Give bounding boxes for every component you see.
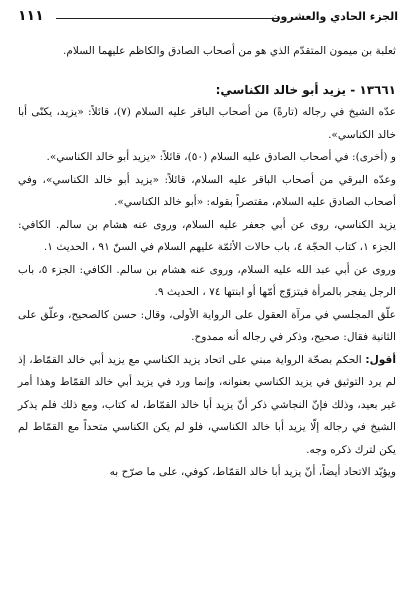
note-text: الحكم بصحّة الرواية مبني على اتحاد يزيد الكناسي مع يزيد أبي خالد القمّاط، إذ لم يرد التوثيق في يزيد الكناسي بعنوانه، وإنما ورد في يزيد أبي خالد القمّاط وهذا أمر غير بعيد، وذلك فإنّ النجاشي ذكر أنّ يزيد أبا خالد القمّاط، له كتاب، ومع ذلك فلم يذكر الشيخ في رجاله إلّا يزيد أبا خالد الكناسي، فلو لم يكن الكناسي متحداً مع القمّاط لم يكن لترك ذكره وجه. xyxy=(18,353,396,456)
paragraph-5: وروى عن أبي عبد الله عليه السلام، وروى عنه هشام بن سالم. الكافي: الجزء ٥، باب الرجل يفجر بالمرأة فيتزوّج أمّها أو ابنتها ٧٤ ، الحديث ٩. xyxy=(18,263,396,298)
paragraph-6: علّق المجلسي في مرآة العقول على الرواية الأولى، وقال: حسن كالصحيح، وعلّق على الثانية فقال: صحيح، وذكر في رجاله أنه ممدوح. xyxy=(18,308,396,343)
paragraph-8: ويؤيّد الاتحاد أيضاً، أنّ يزيد أبا خالد القمّاط، كوفي، على ما صرّح به xyxy=(109,466,396,478)
paragraph-3: وعدّه البرقي من أصحاب الباقر عليه السلام، قائلاً: «يزيد أبو خالد الكناسي»، وفي أصحاب الصادق عليه السلام، مقتصراً بقوله: «أبو خالد الكناسي». xyxy=(18,173,396,208)
entry-heading: ١٣٦٦١ - يزيد أبو خالد الكناسي: xyxy=(215,82,396,97)
page-number: ١١١ xyxy=(18,8,44,24)
intro-paragraph: ثعلبة بن ميمون المتقدّم الذي هو من أصحاب الصادق والكاظم عليهما السلام. xyxy=(62,45,396,57)
running-title: الجزء الحادي والعشرون xyxy=(271,10,398,23)
page-body xyxy=(18,40,396,484)
section-gap xyxy=(18,63,396,79)
page-header xyxy=(18,8,398,34)
note-label: أقول: xyxy=(365,353,396,366)
paragraph-2: و (أخرى): في أصحاب الصادق عليه السلام (٥٠)، قائلاً: «يزيد أبو خالد الكناسي». xyxy=(46,151,396,163)
paragraph-7 xyxy=(18,349,396,462)
paragraph-4: يزيد الكناسي، روى عن أبي جعفر عليه السلام، وروى عنه هشام بن سالم. الكافي: الجزء ١، كتاب الحجّة ٤، باب حالات الأئمّة عليهم السلام في السنّ ٩١ ، الحديث ١. xyxy=(18,218,396,253)
header-rule xyxy=(56,18,280,19)
paragraph-1: عدّه الشيخ في رجاله (تارةً) من أصحاب الباقر عليه السلام (٧)، قائلاً: «يزيد، يكنّى أبا خالد الكناسي». xyxy=(18,106,396,141)
